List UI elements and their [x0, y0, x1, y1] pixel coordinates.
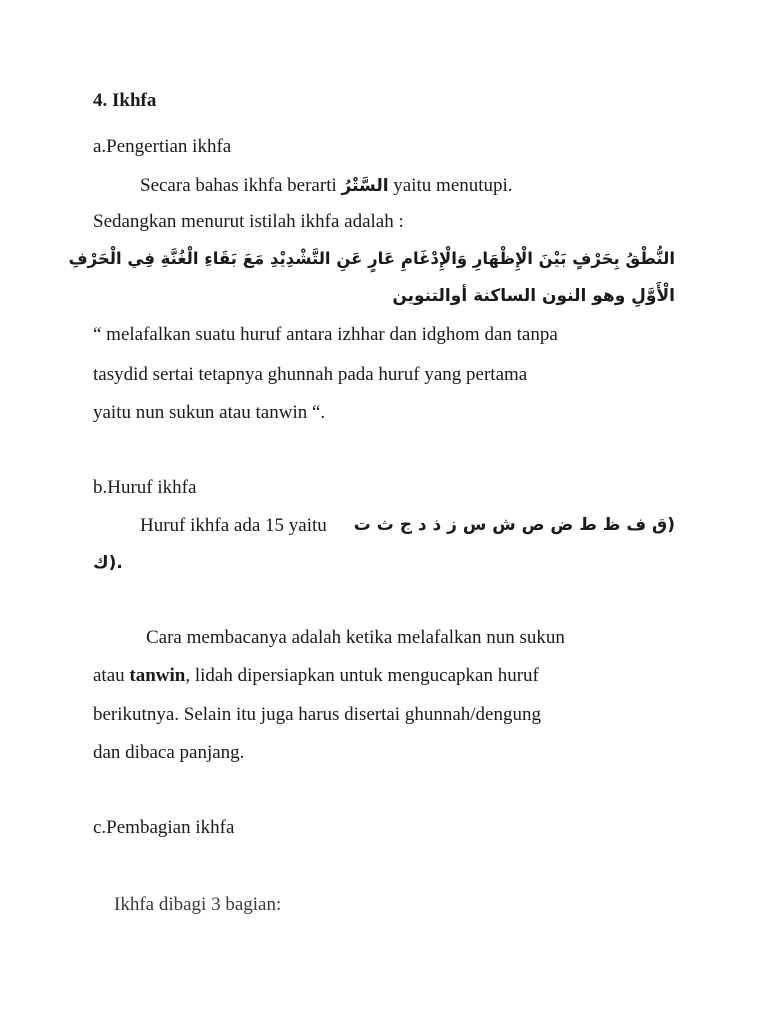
- section-heading: 4. Ikhfa: [93, 90, 157, 111]
- arabic-definition-line-1: النُّطْقُ بِحَرْفٍ بَيْنَ الْإِظْهَارِ وَالْإِدْغَامِ عَارٍ عَنِ التَّشْدِيْدِ مَعَ بَقَاءِ الْغُنَّةِ فِي الْحَرْفِ: [68, 249, 675, 268]
- huruf-line: [140, 514, 327, 538]
- cara-line-2-post: , lidah dipersiapkan untuk mengucapkan huruf: [185, 665, 539, 686]
- cara-line-2-pre: atau: [93, 665, 125, 686]
- subsection-b-title: b.Huruf ikhfa: [93, 477, 197, 498]
- istilah-line: Sedangkan menurut istilah ikhfa adalah :: [93, 211, 404, 232]
- translation-line-1: “ melafalkan suatu huruf antara izhhar dan idghom dan tanpa: [93, 324, 558, 345]
- translation-line-2: tasydid sertai tetapnya ghunnah pada huruf yang pertama: [93, 364, 528, 385]
- subsection-c-title: c.Pembagian ikhfa: [93, 817, 235, 838]
- arabic-definition-line-2: الْأَوَّلِ وهو النون الساكنة أوالتنوين: [392, 286, 675, 306]
- pembagian-intro: Ikhfa dibagi 3 bagian:: [114, 894, 282, 915]
- subsection-a-title: a.Pengertian ikhfa: [93, 136, 232, 157]
- cara-tanwin-bold: tanwin: [129, 665, 186, 686]
- cara-line-4: dan dibaca panjang.: [93, 742, 245, 763]
- cara-line-3: berikutnya. Selain itu juga harus disertai ghunnah/dengung: [93, 704, 541, 725]
- definition-suffix: yaitu menutupi.: [393, 175, 513, 196]
- huruf-letters: (ق ف ظ ط ض ص ش س ز ذ د ج ث ت: [353, 515, 675, 535]
- cara-line-1: Cara membacanya adalah ketika melafalkan nun sukun: [146, 627, 565, 648]
- huruf-prefix: Huruf ikhfa ada 15 yaitu: [140, 515, 327, 536]
- cara-line-2: [93, 664, 539, 688]
- translation-line-3: yaitu nun sukun atau tanwin “.: [93, 402, 326, 423]
- huruf-letters-end: ك).: [93, 553, 123, 573]
- definition-prefix: Secara bahas ikhfa berarti: [140, 175, 337, 196]
- definition-arabic: السَّتْرُ: [341, 176, 389, 196]
- definition-line: [140, 174, 513, 198]
